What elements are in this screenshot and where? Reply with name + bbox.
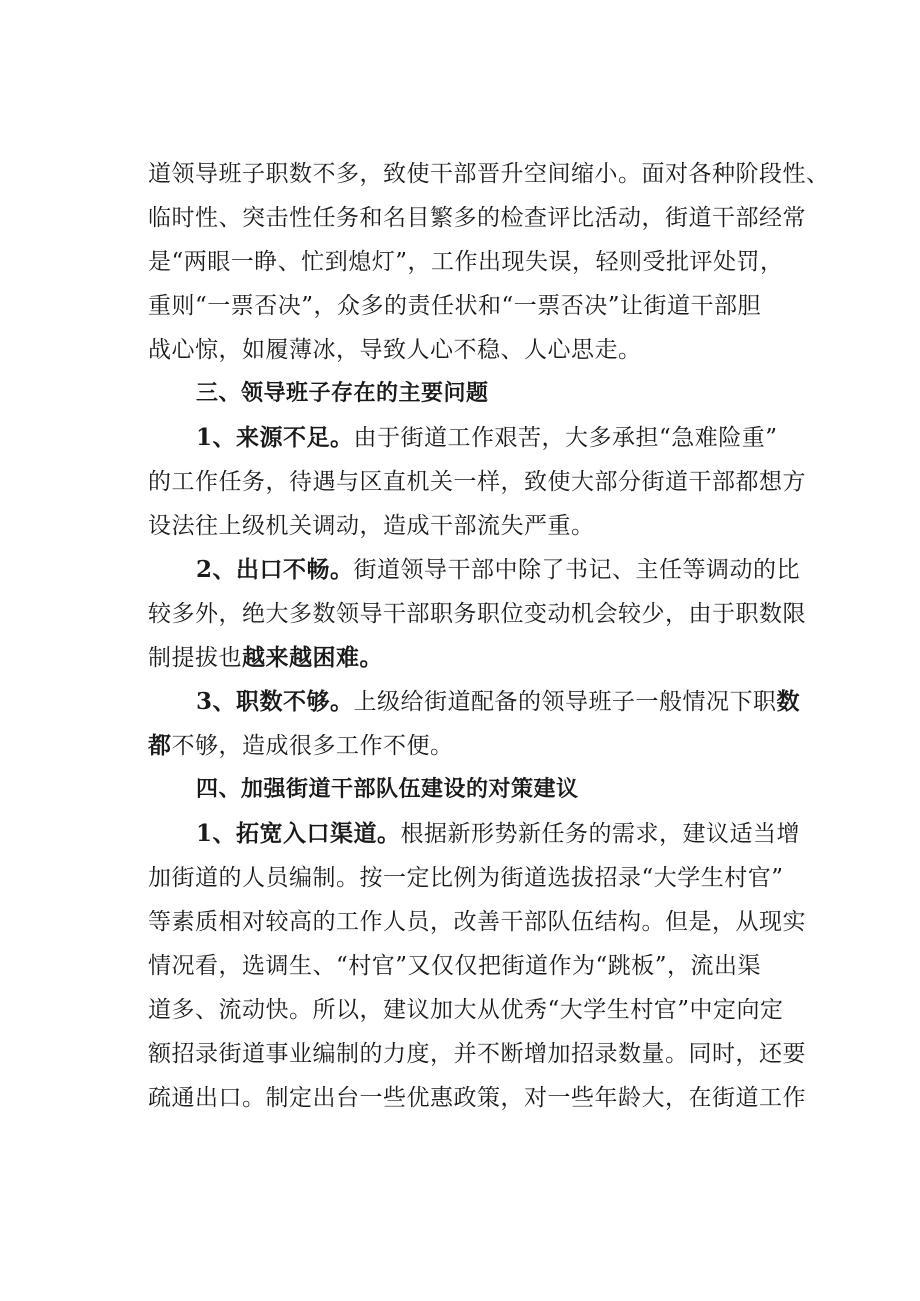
text-line <box>148 416 808 460</box>
bold-lead: 1、拓宽入口渠道。 <box>196 820 401 847</box>
text-line: 疏通出口。制定出台一些优惠政策，对一些年龄大，在街道工作 <box>148 1085 806 1111</box>
text-line: 设法往上级机关调动，造成干部流失严重。 <box>148 513 595 539</box>
text-line: 临时性、突击性任务和名目繁多的检查评比活动，街道干部经常 <box>148 205 806 231</box>
paragraph-widen-entry <box>148 812 808 1120</box>
paragraph-continuation <box>148 152 830 372</box>
bold-lead: 3、职数不够。 <box>196 688 354 715</box>
text-line <box>148 680 808 724</box>
text-line: 较多外，绝大多数领导干部职务职位变动机会较少，由于职数限 <box>148 601 806 627</box>
text-line: 额招录街道事业编制的力度，并不断增加招录数量。同时，还要 <box>148 1041 806 1067</box>
paragraph-source-shortage <box>148 416 808 548</box>
section-heading-3: 三、领导班子存在的主要问题 <box>196 381 489 406</box>
text-line: 战心惊，如履薄冰，导致人心不稳、人心思走。 <box>148 337 642 363</box>
text-line: 加街道的人员编制。按一定比例为街道选拔招录“大学生村官” <box>148 865 784 891</box>
text-run: 由于街道工作艰苦，大多承担“急难险重” <box>353 425 778 451</box>
text-run: 根据新形势新任务的需求，建议适当增 <box>400 821 801 847</box>
text-line: 道多、流动快。所以，建议加大从优秀“大学生村官”中定向定 <box>148 997 784 1023</box>
text-line <box>148 548 808 592</box>
paragraph-exit-blocked <box>148 548 808 680</box>
bold-lead: 1、来源不足。 <box>196 424 354 451</box>
bold-run: 数 <box>776 688 801 715</box>
paragraph-posts-insufficient <box>148 680 808 768</box>
section-heading-4: 四、加强街道干部队伍建设的对策建议 <box>196 777 579 802</box>
bold-lead: 2、出口不畅。 <box>196 556 354 583</box>
text-run: 街道领导干部中除了书记、主任等调动的比 <box>353 557 801 583</box>
text-run: 上级给街道配备的领导班子一般情况下职 <box>353 689 777 715</box>
text-line <box>148 724 808 768</box>
bold-run: 越来越困难。 <box>242 644 383 671</box>
body-text <box>148 152 830 1120</box>
text-line: 的工作任务，待遇与区直机关一样，致使大部分街道干部都想方 <box>148 469 806 495</box>
text-run: 制提拔也 <box>148 645 242 671</box>
text-line: 重则“一票否决”，众多的责任状和“一票否决”让街道干部胆 <box>148 293 762 319</box>
text-line <box>148 812 808 856</box>
text-line: 道领导班子职数不多，致使干部晋升空间缩小。面对各种阶段性、 <box>148 161 830 187</box>
text-line: 是“两眼一睁、忙到熄灯”，工作出现失误，轻则受批评处罚， <box>148 249 784 275</box>
text-line <box>148 636 808 680</box>
text-line: 情况看，选调生、“村官”又仅仅把街道作为“跳板”，流出渠 <box>148 953 762 979</box>
text-run: 不够，造成很多工作不便。 <box>171 733 454 759</box>
text-line: 等素质相对较高的工作人员，改善干部队伍结构。但是，从现实 <box>148 909 806 935</box>
bold-run: 都 <box>148 732 172 759</box>
